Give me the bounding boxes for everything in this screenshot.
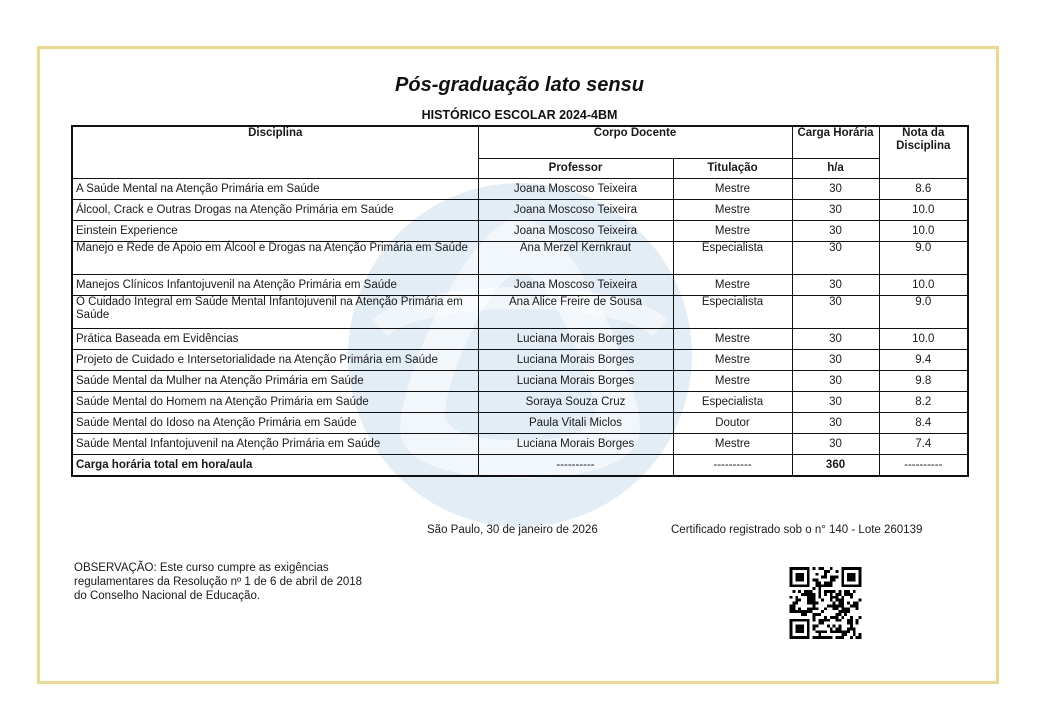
cell-titulacao: Doutor [673,413,792,434]
cell-titulacao: Mestre [673,275,792,296]
cell-disciplina: Einstein Experience [72,221,478,242]
cell-disciplina: O Cuidado Integral em Saúde Mental Infantojuvenil na Atenção Primária em Saúde [72,296,478,329]
observation-note: OBSERVAÇÃO: Este curso cumpre as exigências regulamentares da Resolução nº 1 de 6 de abril de 2018 do Conselho Nacional de Educação. [74,562,363,602]
cell-disciplina: Prática Baseada em Evidências [72,329,478,350]
cell-professor: Joana Moscoso Teixeira [478,275,673,296]
header-professor: Professor [478,159,673,179]
cell-professor: Luciana Morais Borges [478,371,673,392]
cell-titulacao: Especialista [673,242,792,275]
header-disciplina: Disciplina [72,126,478,179]
cell-professor: Joana Moscoso Teixeira [478,200,673,221]
total-label: Carga horária total em hora/aula [72,455,478,477]
cell-titulacao: Mestre [673,371,792,392]
cell-professor: Luciana Morais Borges [478,350,673,371]
qr-code [788,567,863,639]
cell-titulacao: Especialista [673,296,792,329]
cell-professor: Ana Alice Freire de Sousa [478,296,673,329]
cell-titulacao: Mestre [673,221,792,242]
cell-professor: Luciana Morais Borges [478,434,673,455]
cell-disciplina: Saúde Mental do Idoso na Atenção Primária em Saúde [72,413,478,434]
cell-disciplina: Manejos Clínicos Infantojuvenil na Atenção Primária em Saúde [72,275,478,296]
table-row [72,179,968,200]
cell-professor: Luciana Morais Borges [478,329,673,350]
cell-carga: 30 [792,371,879,392]
table-row [72,350,968,371]
certificate-registration: Certificado registrado sob o n° 140 - Lote 260139 [671,524,923,536]
table-row [72,221,968,242]
header-unidade: h/a [792,159,879,179]
cell-nota: 10.0 [879,329,968,350]
cell-titulacao: Mestre [673,179,792,200]
cell-disciplina: Álcool, Crack e Outras Drogas na Atenção Primária em Saúde [72,200,478,221]
cell-carga: 30 [792,296,879,329]
cell-nota: 10.0 [879,200,968,221]
cell-professor: Soraya Souza Cruz [478,392,673,413]
table-row [72,296,968,329]
table-row [72,392,968,413]
table-row [72,329,968,350]
cell-disciplina: Saúde Mental do Homem na Atenção Primária em Saúde [72,392,478,413]
total-carga: 360 [792,455,879,477]
cell-nota: 8.4 [879,413,968,434]
table-row [72,371,968,392]
cell-titulacao: Mestre [673,350,792,371]
cell-carga: 30 [792,434,879,455]
cell-professor: Ana Merzel Kernkraut [478,242,673,275]
document-subtitle: HISTÓRICO ESCOLAR 2024-4BM [421,108,618,122]
cell-nota: 9.0 [879,296,968,329]
cell-titulacao: Especialista [673,392,792,413]
header-carga-horaria: Carga Horária [792,126,879,159]
cell-carga: 30 [792,329,879,350]
total-professor: ---------- [478,455,673,477]
cell-carga: 30 [792,242,879,275]
issue-date: São Paulo, 30 de janeiro de 2026 [427,524,598,536]
table-row [72,434,968,455]
cell-titulacao: Mestre [673,434,792,455]
cell-nota: 9.0 [879,242,968,275]
cell-carga: 30 [792,392,879,413]
table-header-row [72,126,968,159]
cell-carga: 30 [792,179,879,200]
cell-disciplina: Manejo e Rede de Apoio em Álcool e Drogas na Atenção Primária em Saúde [72,242,478,275]
cell-nota: 9.4 [879,350,968,371]
header-corpo-docente: Corpo Docente [478,126,792,159]
cell-nota: 9.8 [879,371,968,392]
cell-professor: Joana Moscoso Teixeira [478,179,673,200]
cell-disciplina: Saúde Mental Infantojuvenil na Atenção Primária em Saúde [72,434,478,455]
cell-carga: 30 [792,221,879,242]
cell-disciplina: A Saúde Mental na Atenção Primária em Saúde [72,179,478,200]
cell-nota: 10.0 [879,221,968,242]
cell-carga: 30 [792,350,879,371]
document-title: Pós-graduação lato sensu [395,74,644,96]
header-nota: Nota da Disciplina [879,126,968,179]
cell-professor: Joana Moscoso Teixeira [478,221,673,242]
cell-nota: 7.4 [879,434,968,455]
header-titulacao: Titulação [673,159,792,179]
cell-disciplina: Saúde Mental da Mulher na Atenção Primária em Saúde [72,371,478,392]
total-nota: ---------- [879,455,968,477]
grades-table [71,125,969,477]
cell-carga: 30 [792,413,879,434]
cell-titulacao: Mestre [673,200,792,221]
cell-professor: Paula Vitali Miclos [478,413,673,434]
table-row [72,242,968,275]
table-row [72,200,968,221]
cell-titulacao: Mestre [673,329,792,350]
table-row [72,413,968,434]
table-row [72,275,968,296]
cell-carga: 30 [792,200,879,221]
cell-disciplina: Projeto de Cuidado e Intersetorialidade na Atenção Primária em Saúde [72,350,478,371]
cell-nota: 10.0 [879,275,968,296]
cell-carga: 30 [792,275,879,296]
cell-nota: 8.6 [879,179,968,200]
total-row [72,455,968,477]
total-titulacao: ---------- [673,455,792,477]
cell-nota: 8.2 [879,392,968,413]
